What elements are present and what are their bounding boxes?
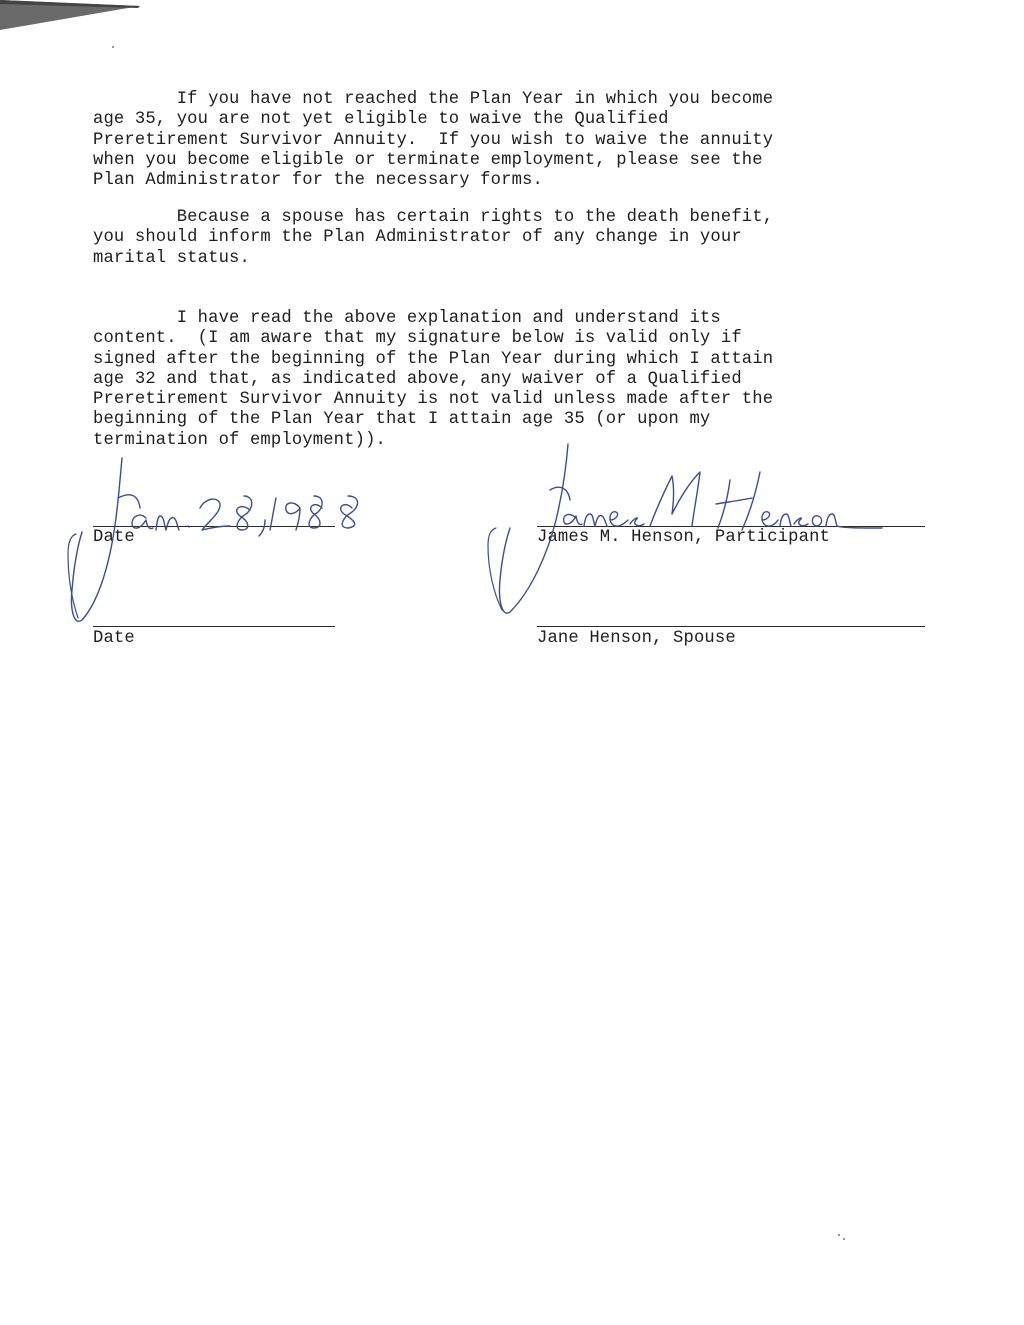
scan-speck [838,1234,840,1236]
spouse-signature-line [537,626,925,627]
paragraph-eligibility: If you have not reached the Plan Year in which you become age 35, you are not yet eligible to waive the Qualified Preretirement Survivor Annuity. If you wish to waive the annuity when you become eligible or terminate employment, please see the Plan Administrator for the necessary forms. [93,90,774,191]
participant-name-label: James M. Henson, Participant [537,528,830,547]
page-corner-fold [0,0,150,40]
paragraph-acknowledgement: I have read the above explanation and understand its content. (I am aware that my signature below is valid only if signed after the beginning of the Plan Year during which I attain age 32 and that, as indicated above, any waiver of a Qualified Preretirement Survivor Annuity is not valid unless made after the beginning of the Plan Year that I attain age 35 (or upon my termination of employment)). [93,309,774,450]
spouse-signature-mark [480,510,540,620]
spouse-name-label: Jane Henson, Spouse [537,629,736,648]
handwritten-date [60,450,380,630]
scan-speck [112,46,114,48]
spouse-date-mark [60,520,100,630]
participant-signature [480,440,900,620]
spouse-date-label: Date [93,629,135,648]
scan-speck [843,1238,845,1240]
paragraph-spouse-rights: Because a spouse has certain rights to the death benefit, you should inform the Plan Administrator of any change in your marital status. [93,208,774,268]
participant-date-label: Date [93,528,135,547]
